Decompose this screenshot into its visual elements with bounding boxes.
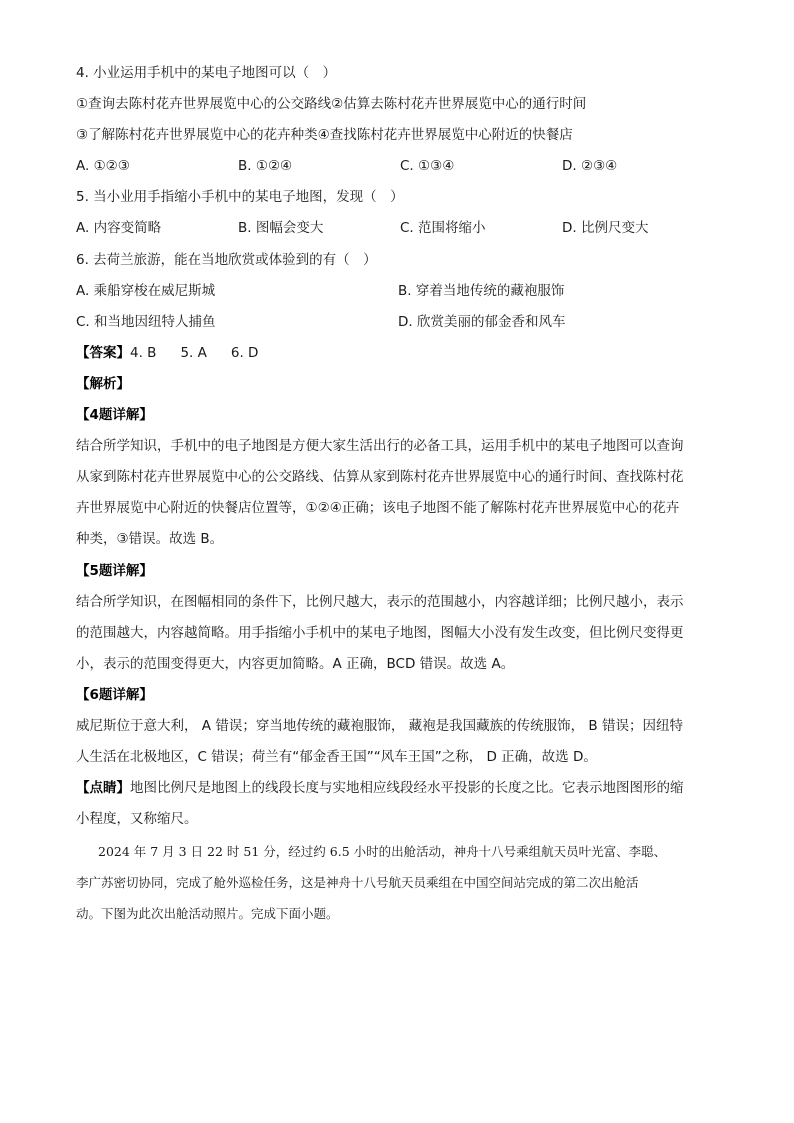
detail-5-line: 结合所学知识，在图幅相同的条件下，比例尺越大，表示的范围越小，内容越详细；比例尺越小，表示	[76, 594, 684, 610]
detail-4-line: 种类，③错误。故选 B。	[76, 531, 224, 547]
detail-5-label: 【5题详解】	[76, 563, 153, 579]
passage-line: 2024 年 7 月 3 日 22 时 51 分，经过约 6.5 小时的出舱活动，神舟十八号乘组航天员叶光富、李聪、	[98, 844, 667, 859]
detail-4-label: 【4题详解】	[76, 407, 153, 423]
q4-option-b: B. ①②④	[238, 158, 293, 174]
q4-option-a: A. ①②③	[76, 158, 130, 174]
q6-option-c: C. 和当地因纽特人捕鱼	[76, 314, 216, 330]
answer-values	[130, 345, 282, 361]
detail-4-line: 卉世界展览中心附近的快餐店位置等，①②④正确；该电子地图不能了解陈村花卉世界展览中心的花卉	[76, 500, 680, 516]
q4-statement-1-2: ①查询去陈村花卉世界展览中心的公交路线②估算去陈村花卉世界展览中心的通行时间	[76, 96, 587, 112]
q5-options	[76, 219, 726, 237]
q4-option-d: D. ②③④	[562, 158, 618, 174]
answer-5: 5. A	[180, 345, 207, 361]
q6-stem: 6. 去荷兰旅游，能在当地欣赏或体验到的有（ ）	[76, 252, 377, 268]
detail-6-label: 【6题详解】	[76, 687, 153, 703]
q6-options-ab	[76, 282, 726, 300]
q6-option-b: B. 穿着当地传统的藏袍服饰	[398, 283, 565, 299]
detail-5-line: 小，表示的范围变得更大，内容更加简略。A 正确，BCD 错误。故选 A。	[76, 656, 515, 672]
q6-option-a: A. 乘船穿梭在威尼斯城	[76, 283, 216, 299]
q4-options	[76, 157, 726, 175]
q5-stem: 5. 当小业用手指缩小手机中的某电子地图，发现（ ）	[76, 189, 404, 205]
detail-4-line: 从家到陈村花卉世界展览中心的公交路线、估算从家到陈村花卉世界展览中心的通行时间、查找陈村花	[76, 469, 684, 485]
q5-option-d: D. 比例尺变大	[562, 220, 649, 236]
detail-5-line: 的范围越大，内容越简略。用手指缩小手机中的某电子地图，图幅大小没有发生改变，但比例尺变得更	[76, 625, 684, 641]
answer-4: 4. B	[130, 345, 157, 361]
passage-line: 李广苏密切协同，完成了舱外巡检任务，这是神舟十八号航天员乘组在中国空间站完成的第二次出舱活	[76, 875, 639, 890]
answer-6: 6. D	[230, 345, 259, 361]
q4-stem: 4. 小业运用手机中的某电子地图可以（ ）	[76, 65, 337, 81]
answer-label: 【答案】	[76, 345, 130, 361]
q5-option-a: A. 内容变简略	[76, 220, 162, 236]
tip-line-2: 小程度，又称缩尺。	[76, 811, 198, 827]
q5-option-b: B. 图幅会变大	[238, 220, 324, 236]
tip-label: 【点睛】	[76, 780, 130, 796]
detail-6-line: 人生活在北极地区，C 错误；荷兰有“郁金香王国”“风车王国”之称， D 正确，故选 D。	[76, 749, 597, 765]
q6-options-cd	[76, 313, 726, 331]
q5-option-c: C. 范围将缩小	[400, 220, 486, 236]
tip-row	[76, 779, 726, 797]
detail-6-line: 威尼斯位于意大利， A 错误；穿当地传统的藏袍服饰， 藏袍是我国藏族的传统服饰， B 错误；因纽特	[76, 718, 683, 734]
q4-statement-3-4: ③了解陈村花卉世界展览中心的花卉种类④查找陈村花卉世界展览中心附近的快餐店	[76, 127, 573, 143]
detail-4-line: 结合所学知识，手机中的电子地图是方便大家生活出行的必备工具，运用手机中的某电子地图可以查询	[76, 438, 684, 454]
analysis-label: 【解析】	[76, 376, 130, 392]
tip-text: 地图比例尺是地图上的线段长度与实地相应线段经水平投影的长度之比。它表示地图图形的缩	[130, 780, 684, 796]
answer-row	[76, 344, 726, 362]
passage-line: 动。下图为此次出舱活动照片。完成下面小题。	[76, 906, 339, 921]
q4-option-c: C. ①③④	[400, 158, 455, 174]
q6-option-d: D. 欣赏美丽的郁金香和风车	[398, 314, 566, 330]
